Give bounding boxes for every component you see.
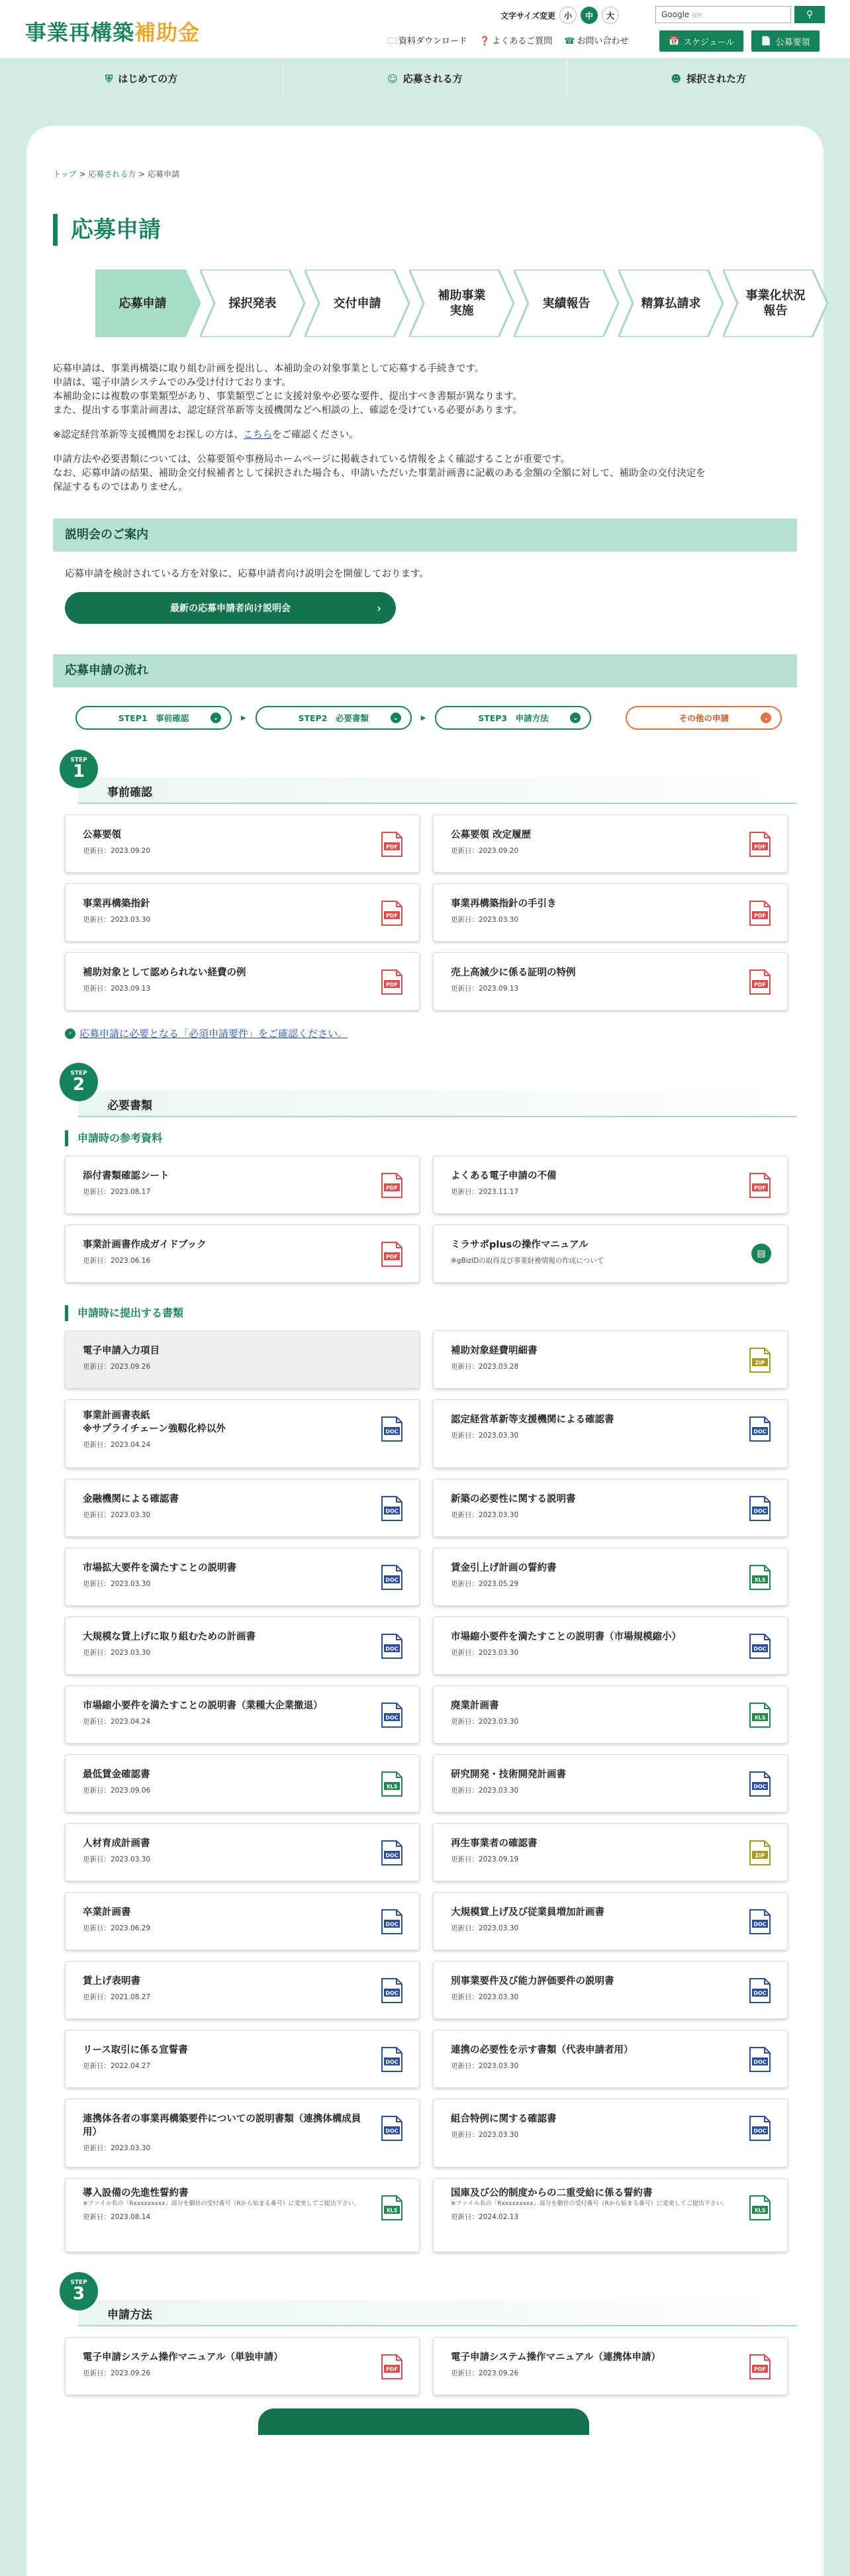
document-date: 更新日：2023.06.16	[83, 1257, 151, 1265]
document-title: 卒業計画書	[83, 1907, 131, 1918]
doc-file-icon	[749, 1416, 771, 1442]
reference-cards	[65, 1156, 797, 1283]
flow-step-label: 事業化状況 報告	[745, 289, 806, 318]
breadcrumb-current: 応募申請	[148, 170, 180, 179]
document-card[interactable]	[433, 2178, 788, 2252]
document-card[interactable]	[433, 1399, 788, 1468]
doc-file-icon	[749, 1977, 771, 2004]
submit-cards	[65, 1330, 797, 2252]
doc-file-icon	[381, 1977, 403, 2004]
document-date: 更新日：2024.02.13	[451, 2213, 519, 2221]
zip-file-icon	[749, 1840, 771, 1866]
document-title: 最低賃金確認書	[83, 1769, 150, 1780]
site-logo[interactable]: 事業再構築補助金	[25, 20, 201, 45]
document-card[interactable]	[433, 1479, 788, 1537]
document-card[interactable]	[65, 1224, 420, 1283]
document-card[interactable]	[65, 1156, 420, 1214]
document-card[interactable]	[65, 1616, 420, 1675]
document-title: 組合特例に関する確認書	[451, 2114, 557, 2124]
doc-file-icon	[381, 1702, 403, 1728]
more-button[interactable]	[258, 2408, 589, 2435]
document-card[interactable]	[65, 2099, 420, 2167]
document-card[interactable]	[65, 1330, 420, 1389]
xls-file-icon	[381, 1771, 403, 1797]
doc-file-icon	[749, 1771, 771, 1797]
svg-text:DOC: DOC	[385, 1990, 399, 1997]
reference-docs-heading: 申請時の参考資料	[65, 1130, 797, 1146]
step3-nav-button[interactable]: STEP3 申請方法 ⌄	[435, 706, 591, 730]
svg-text:DOC: DOC	[753, 2059, 767, 2065]
document-date: ※gBizIDの取得及び事業財務情報の作成について	[451, 1257, 604, 1265]
koubo-button[interactable]: 📄 公募要領	[751, 30, 819, 52]
document-card[interactable]	[65, 1961, 420, 2019]
document-title: 大規模賃上げ及び従業員増加計画書	[451, 1907, 604, 1918]
document-title: 再生事業者の確認書	[451, 1838, 538, 1849]
pdf-file-icon	[381, 831, 403, 858]
document-card[interactable]	[433, 1685, 788, 1744]
document-date: 更新日：2023.03.30	[83, 1856, 151, 1863]
document-date: 更新日：2023.03.30	[451, 1924, 519, 1932]
document-card[interactable]	[65, 2178, 420, 2252]
font-size-label: 文字サイズ変更	[500, 11, 556, 21]
step1-nav-button[interactable]: STEP1 事前確認 ⌄	[75, 706, 232, 730]
svg-text:DOC: DOC	[753, 1921, 767, 1928]
document-card[interactable]	[65, 2030, 420, 2088]
flow-step	[95, 270, 195, 337]
step1-badge: STEP 1	[60, 750, 98, 788]
document-title: 人材育成計画書	[83, 1838, 150, 1849]
pdf-file-icon	[749, 1172, 771, 1199]
doc-file-icon	[381, 1633, 403, 1660]
font-size-switcher	[500, 7, 619, 24]
chevron-down-icon: ⌄	[761, 713, 771, 723]
svg-text:XLS: XLS	[386, 1783, 398, 1790]
document-date: 更新日：2023.09.13	[83, 985, 151, 993]
document-date: 更新日：2023.09.19	[451, 1856, 519, 1863]
document-date: 更新日：2023.03.30	[451, 1649, 519, 1657]
step2-title: 必要書類	[107, 1099, 152, 1113]
doc-file-icon	[749, 1633, 771, 1660]
other-apply-button[interactable]: その他の申請 ⌄	[626, 706, 782, 730]
document-card[interactable]	[65, 1479, 420, 1537]
faq-link[interactable]: ❓ よくあるご質問	[479, 36, 553, 46]
font-size-small-button[interactable]: 小	[559, 7, 577, 24]
document-date: 更新日：2023.09.26	[451, 2369, 519, 2377]
document-card[interactable]	[65, 815, 420, 873]
nav-beginners[interactable]: ⛨ はじめての方	[105, 72, 178, 85]
doc-file-icon	[749, 2115, 771, 2142]
document-card[interactable]	[433, 1754, 788, 1812]
step2-nav-button[interactable]: STEP2 必要書類 ⌄	[256, 706, 412, 730]
flow-step-label: 採択発表	[228, 296, 277, 311]
calendar-icon: 📅	[669, 36, 680, 46]
flow-step	[723, 270, 823, 337]
document-title: 事業再構築指針の手引き	[451, 899, 557, 909]
xls-file-icon	[749, 1702, 771, 1728]
step1-cards	[65, 815, 797, 1011]
svg-text:DOC: DOC	[753, 1508, 767, 1514]
document-title: 国庫及び公的制度からの二重受給に係る誓約書	[451, 2188, 653, 2199]
flow-step-label: 精算払請求	[641, 296, 701, 311]
font-size-medium-button[interactable]: 中	[581, 7, 598, 24]
svg-text:DOC: DOC	[385, 1577, 399, 1583]
document-card[interactable]	[433, 2099, 788, 2167]
svg-text:PDF: PDF	[754, 913, 766, 919]
chevron-down-icon: ⌄	[391, 713, 401, 723]
document-card[interactable]	[433, 1156, 788, 1214]
nav-applicants[interactable]: ☺ 応募される方	[283, 59, 566, 98]
phone-icon: ☎	[564, 36, 575, 46]
svg-text:DOC: DOC	[753, 1783, 767, 1790]
person-icon: ☻	[671, 72, 682, 85]
document-card[interactable]	[65, 1892, 420, 1950]
svg-text:PDF: PDF	[386, 913, 398, 919]
document-title: 事業計画書作成ガイドブック	[83, 1240, 207, 1250]
document-card[interactable]	[65, 1754, 420, 1812]
schedule-button[interactable]: 📅 スケジュール	[659, 30, 743, 52]
download-link[interactable]: 🗀 資料ダウンロード	[388, 36, 468, 46]
document-title: 公募要領	[83, 830, 121, 840]
document-title: 研究開発・技術開発計画書	[451, 1769, 566, 1780]
flow-step	[514, 270, 614, 337]
doc-file-icon	[381, 1908, 403, 1935]
document-title: 連携体各者の事業再構築要件についての説明書類（連携体構成員用）	[83, 2114, 361, 2138]
step-nav	[75, 706, 797, 730]
global-nav	[0, 58, 850, 98]
document-title: 公募要領 改定履歴	[451, 830, 532, 840]
search-input[interactable]: Google 提供	[655, 6, 791, 23]
document-title: 導入設備の先進性誓約書	[83, 2188, 189, 2199]
beginner-icon: ⛨	[105, 72, 113, 85]
document-date: 更新日：2023.09.06	[83, 1787, 151, 1795]
document-date: 更新日：2023.09.26	[83, 2369, 151, 2377]
document-date: 更新日：2023.03.30	[451, 916, 519, 924]
xls-file-icon	[381, 2195, 403, 2221]
breadcrumb: トップ > 応募される方 > 応募申請	[53, 170, 180, 179]
xls-file-icon	[749, 1564, 771, 1591]
svg-text:XLS: XLS	[386, 2207, 398, 2214]
document-card[interactable]	[65, 2337, 420, 2395]
site-header	[0, 0, 850, 58]
document-card[interactable]	[433, 1548, 788, 1606]
step1-heading	[53, 750, 797, 803]
svg-text:PDF: PDF	[754, 2366, 766, 2373]
document-title: 金融機関による確認書	[83, 1494, 179, 1505]
document-title: 補助対象として認められない経費の例	[83, 967, 246, 978]
zip-file-icon	[749, 1347, 771, 1373]
document-card[interactable]	[433, 952, 788, 1011]
doc-file-icon	[381, 2046, 403, 2073]
document-card[interactable]	[433, 1616, 788, 1675]
document-card[interactable]	[65, 952, 420, 1011]
document-date: 更新日：2023.09.13	[451, 985, 519, 993]
document-title: よくある電子申請の不備	[451, 1171, 557, 1181]
document-title: 補助対象経費明細書	[451, 1346, 538, 1356]
doc-file-icon	[749, 1908, 771, 1935]
svg-text:DOC: DOC	[385, 1714, 399, 1721]
step3-cards	[65, 2337, 797, 2395]
nav-adopted[interactable]: ☻ 採択された方	[567, 59, 850, 98]
step3-badge: STEP 3	[60, 2272, 98, 2310]
flow-step-label: 交付申請	[333, 296, 381, 311]
pdf-file-icon	[749, 2353, 771, 2380]
svg-text:DOC: DOC	[753, 1646, 767, 1652]
svg-text:PDF: PDF	[754, 844, 766, 850]
document-date: 更新日：2023.03.30	[451, 1432, 519, 1440]
flow-step	[200, 270, 300, 337]
svg-text:DOC: DOC	[385, 2059, 399, 2065]
svg-text:DOC: DOC	[385, 1921, 399, 1928]
document-card[interactable]	[65, 1685, 420, 1744]
font-size-large-button[interactable]: 大	[602, 7, 619, 24]
arrow-right-icon: ›	[377, 601, 381, 615]
document-date: 更新日：2023.03.30	[83, 1511, 151, 1519]
breadcrumb-applicants[interactable]: 応募される方	[88, 170, 136, 179]
flow-step	[305, 270, 404, 337]
flow-step-label: 実績報告	[542, 296, 590, 311]
document-date: 更新日：2023.03.30	[451, 1787, 519, 1795]
pdf-file-icon	[381, 1241, 403, 1267]
document-date: 更新日：2023.03.30	[451, 2131, 519, 2139]
folder-icon: 🗀	[388, 36, 397, 46]
flow-step-label: 応募申請	[118, 296, 167, 311]
document-note: ※ファイル名の「Rxxxxxxxxx」部分を御社の受付番号（Rから始まる番号）に変更してご提出下さい。	[451, 2201, 728, 2207]
document-card[interactable]	[433, 2030, 788, 2088]
arrow-right-icon: ›	[65, 1028, 75, 1039]
search-button[interactable]	[794, 6, 825, 23]
document-title: 連携の必要性を示す書類（代表申請者用）	[451, 2045, 634, 2056]
document-date: 更新日：2023.03.30	[451, 1718, 519, 1726]
question-icon: ❓	[479, 36, 491, 46]
search-icon: ⚲	[806, 9, 814, 20]
document-title: 事業計画書表紙 ※サプライチェーン強靱化枠以外	[83, 1411, 226, 1434]
triangle-right-icon: ▶	[241, 714, 246, 722]
setsumei-button[interactable]: 最新の応募申請者向け説明会 ›	[65, 592, 396, 624]
document-date: 更新日：2023.03.30	[451, 1511, 519, 1519]
svg-text:PDF: PDF	[386, 2366, 398, 2373]
svg-text:PDF: PDF	[754, 1185, 766, 1191]
external-link-icon: ▤	[751, 1244, 771, 1263]
svg-text:PDF: PDF	[386, 844, 398, 850]
document-card[interactable]	[433, 883, 788, 942]
svg-text:DOC: DOC	[385, 1428, 399, 1435]
document-date: 更新日：2023.03.28	[451, 1363, 519, 1371]
document-title: 売上高減少に係る証明の特例	[451, 967, 576, 978]
document-date: 更新日：2023.03.30	[83, 916, 151, 924]
document-title: 市場拡大要件を満たすことの説明書	[83, 1563, 236, 1573]
document-card[interactable]	[433, 1892, 788, 1950]
step3-heading	[53, 2272, 797, 2325]
document-title: 電子申請システム操作マニュアル（連携体申請）	[451, 2352, 661, 2363]
document-icon: 📄	[761, 36, 772, 46]
document-card[interactable]	[433, 2337, 788, 2395]
document-title: 電子申請システム操作マニュアル（単独申請）	[83, 2352, 283, 2363]
pdf-file-icon	[381, 2353, 403, 2380]
flow-step	[409, 270, 509, 337]
svg-text:DOC: DOC	[753, 1990, 767, 1997]
svg-text:XLS: XLS	[754, 1577, 766, 1583]
document-date: 更新日：2023.05.29	[451, 1580, 519, 1588]
document-date: 更新日：2023.11.17	[451, 1188, 519, 1196]
utility-links	[388, 34, 628, 50]
svg-text:DOC: DOC	[753, 1428, 767, 1435]
svg-text:PDF: PDF	[386, 981, 398, 988]
xls-file-icon	[749, 2195, 771, 2221]
document-card[interactable]	[433, 1224, 788, 1283]
document-title: 電子申請入力項目	[83, 1346, 160, 1356]
pdf-file-icon	[749, 900, 771, 926]
document-title: 大規模な賃上げに取り組むための計画書	[83, 1632, 256, 1642]
document-date: 更新日：2023.04.24	[83, 1441, 151, 1449]
shien-kikan-link[interactable]: こちら	[243, 430, 273, 440]
person-outline-icon: ☺	[387, 72, 398, 85]
document-title: 別事業要件及び能力評価要件の説明書	[451, 1976, 614, 1987]
chevron-down-icon: ⌄	[570, 713, 581, 723]
document-card[interactable]	[433, 1823, 788, 1881]
svg-text:XLS: XLS	[754, 1714, 766, 1721]
required-conditions-link[interactable]: › 応募申請に必要となる「必須申請要件」をご確認ください。	[65, 1026, 797, 1040]
triangle-right-icon: ▶	[420, 714, 426, 722]
document-title: 事業再構築指針	[83, 899, 150, 909]
doc-file-icon	[749, 1495, 771, 1522]
document-date: 更新日：2023.06.29	[83, 1924, 151, 1932]
document-date: 更新日：2023.09.20	[83, 847, 151, 855]
pdf-file-icon	[749, 969, 771, 995]
step1-title: 事前確認	[107, 786, 152, 799]
flow-step-label: 補助事業 実施	[438, 289, 486, 318]
document-title: 市場縮小要件を満たすことの説明書（市場規模縮小）	[451, 1632, 681, 1642]
document-card[interactable]	[65, 883, 420, 942]
document-card[interactable]	[65, 1548, 420, 1606]
document-date: 更新日：2023.03.30	[83, 2144, 151, 2152]
breadcrumb-top[interactable]: トップ	[53, 170, 77, 179]
document-date: 更新日：2023.09.20	[451, 847, 519, 855]
document-title: 新築の必要性に関する説明書	[451, 1494, 576, 1505]
document-card[interactable]	[433, 1330, 788, 1389]
step2-heading	[53, 1063, 797, 1116]
intro-text: 応募申請は、事業再構築に取り組む計画を提出し、本補助金の対象事業として応募する手続きです。 申請は、電子申請システムでのみ受け付けております。 本補助金には複数の事業類型があり、事業類型ごとに支援対象や必要な要件、提出すべき書類が異なります。 また、提出する事業計画書は、認定経営革新等支援機関などへ相談の上、確認を受けている必要があります。 ※認定経営革新等支援機関をお探しの方は、こちらをご確認ください。 申請方法や必要書類については、公募要領や事務局ホームページに掲載されている情報をよく確認することが重要です。 なお、応募申請の結果、補助金交付候補者として採択された場合も、申請いただいた事業計画書に記載のある金額の全額に対して、補助金の交付決定を 保証するものではありません。	[53, 364, 706, 493]
svg-text:PDF: PDF	[754, 981, 766, 988]
svg-text:DOC: DOC	[385, 1852, 399, 1859]
pdf-file-icon	[749, 831, 771, 858]
svg-text:ZIP: ZIP	[755, 1852, 765, 1859]
doc-file-icon	[749, 2046, 771, 2073]
svg-text:DOC: DOC	[385, 1646, 399, 1652]
step2-badge: STEP 2	[60, 1063, 98, 1101]
document-title: リース取引に係る宣誓書	[83, 2045, 188, 2056]
chevron-down-icon: ⌄	[211, 713, 221, 723]
setsumei-text: 応募申請を検討されている方を対象に、応募申請者向け説明会を開催しております。	[65, 569, 429, 579]
flow-step	[618, 270, 718, 337]
step3-title: 申請方法	[107, 2308, 152, 2322]
document-date: 更新日：2023.08.14	[83, 2213, 151, 2221]
pdf-file-icon	[381, 900, 403, 926]
document-date: 更新日：2023.04.24	[83, 1718, 151, 1726]
document-title: 賃金引上げ計画の誓約書	[451, 1563, 557, 1573]
setsumei-heading: 説明会のご案内	[53, 519, 797, 552]
doc-file-icon	[381, 1495, 403, 1522]
document-date: 更新日：2023.03.30	[83, 1649, 151, 1657]
page-title: 応募申請	[53, 214, 797, 246]
document-title: 認定経営革新等支援機関による確認書	[451, 1414, 614, 1425]
document-title: 賃上げ表明書	[83, 1976, 140, 1987]
document-date: 更新日：2023.03.30	[83, 1580, 151, 1588]
pdf-file-icon	[381, 969, 403, 995]
doc-file-icon	[381, 1416, 403, 1442]
document-title: ミラサポplusの操作マニュアル	[451, 1240, 589, 1250]
document-title: 添付書類確認シート	[83, 1171, 169, 1181]
submit-docs-heading: 申請時に提出する書類	[65, 1305, 797, 1321]
document-card[interactable]	[65, 1399, 420, 1468]
document-title: 市場縮小要件を満たすことの説明書（業種大企業撤退）	[83, 1701, 323, 1711]
document-date: 更新日：2022.04.27	[83, 2062, 151, 2070]
document-date: 更新日：2023.03.30	[451, 1993, 519, 2001]
document-date: 更新日：2023.03.30	[451, 2062, 519, 2070]
pdf-file-icon	[381, 1172, 403, 1199]
document-date: 更新日：2023.08.17	[83, 1188, 151, 1196]
main-content	[53, 126, 806, 2435]
document-card[interactable]	[433, 1961, 788, 2019]
doc-file-icon	[381, 1840, 403, 1866]
svg-text:PDF: PDF	[386, 1254, 398, 1260]
doc-file-icon	[381, 2115, 403, 2142]
svg-text:ZIP: ZIP	[755, 1360, 765, 1366]
document-date: 更新日：2023.09.26	[83, 1363, 151, 1371]
svg-text:XLS: XLS	[754, 2207, 766, 2214]
document-card[interactable]	[65, 1823, 420, 1881]
document-title: 廃業計画書	[451, 1701, 499, 1711]
svg-text:DOC: DOC	[753, 2128, 767, 2134]
svg-text:PDF: PDF	[386, 1185, 398, 1191]
contact-link[interactable]: ☎ お問い合わせ	[564, 36, 629, 46]
process-flow	[95, 270, 806, 337]
flow-heading: 応募申請の流れ	[53, 654, 797, 687]
document-note: ※ファイル名の「Rxxxxxxxxx」部分を御社の受付番号（Rから始まる番号）に変更してご提出下さい。	[83, 2201, 360, 2207]
doc-file-icon	[381, 1564, 403, 1591]
document-date: 更新日：2021.08.27	[83, 1993, 151, 2001]
document-card[interactable]	[433, 815, 788, 873]
svg-text:DOC: DOC	[385, 2128, 399, 2134]
svg-text:DOC: DOC	[385, 1508, 399, 1514]
